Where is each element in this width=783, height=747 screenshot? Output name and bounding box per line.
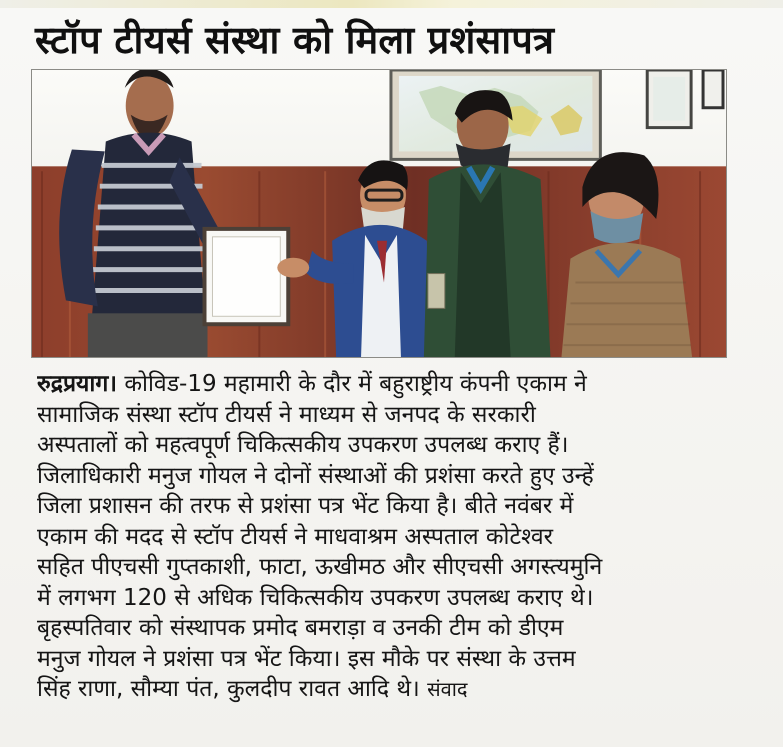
article-line-10: मनुज गोयल ने प्रशंसा पत्र भेंट किया। इस मौके पर संस्था के उत्तम <box>37 645 576 672</box>
headline: स्टॉप टीयर्स संस्था को मिला प्रशंसापत्र <box>35 18 555 62</box>
article-line-9: बृहस्पतिवार को संस्थापक प्रमोद बमराड़ा व उनकी टीम को डीएम <box>37 615 564 641</box>
article-line-2: सामाजिक संस्था स्टॉप टीयर्स ने माध्यम से जनपद के सरकारी <box>37 401 536 428</box>
article-line-5: जिला प्रशासन की तरफ से प्रशंसा पत्र भेंट किया है। बीते नवंबर में <box>37 493 574 519</box>
article-line-11-text: सिंह राणा, सौम्या पंत, कुलदीप रावत आदि थे। <box>37 676 428 702</box>
top-strip <box>0 0 783 8</box>
article-line-3: अस्पतालों को महत्वपूर्ण चिकित्सकीय उपकरण उपलब्ध कराए हैं। <box>37 432 569 458</box>
news-photo-illustration <box>32 70 726 357</box>
certificate-frame <box>205 229 289 324</box>
article-line-1-text: कोविड-19 महामारी के दौर में बहुराष्ट्रीय कंपनी एकाम ने <box>117 371 587 397</box>
article-line-7: सहित पीएचसी गुप्तकाशी, फाटा, ऊखीमठ और सीएचसी अगस्त्यमुनि <box>37 554 603 580</box>
news-photo <box>31 69 727 358</box>
article-line-4: जिलाधिकारी मनुज गोयल ने दोनों संस्थाओं की प्रशंसा करते हुए उन्हें <box>37 462 594 489</box>
article-line-11 <box>37 674 743 705</box>
article-dateline: रुद्रप्रयाग। <box>37 371 118 397</box>
article-credit: संवाद <box>427 677 468 701</box>
article-line-1 <box>37 369 743 400</box>
article-body <box>37 369 743 739</box>
article-line-8: में लगभग 120 से अधिक चिकित्सकीय उपकरण उपलब्ध कराए थे। <box>37 584 594 611</box>
article-line-6: एकाम की मदद से स्टॉप टीयर्स ने माधवाश्रम अस्पताल कोटेश्वर <box>37 523 554 550</box>
